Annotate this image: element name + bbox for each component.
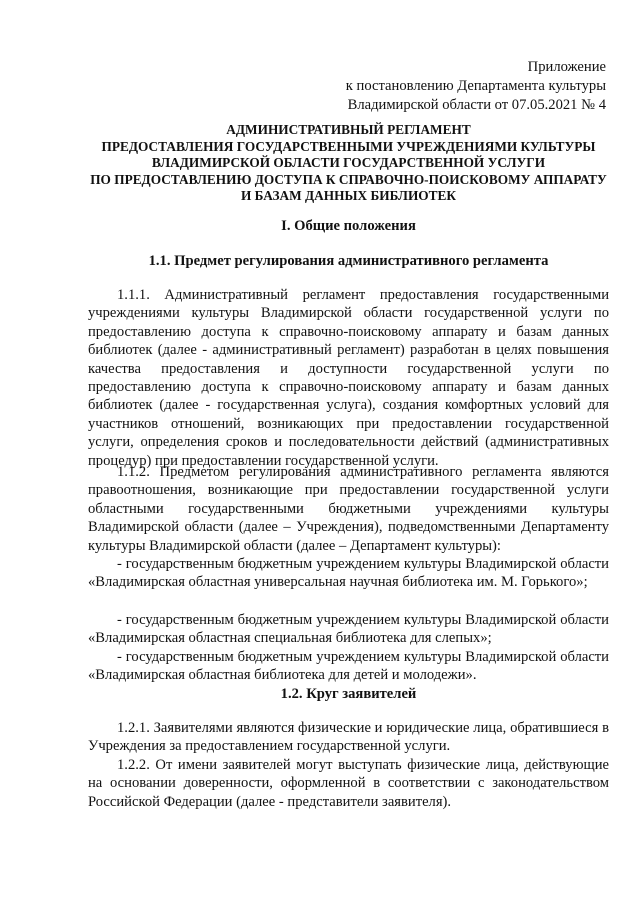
subsection-heading-subject: 1.1. Предмет регулирования административного регламента [148,253,549,269]
appendix-line: Владимирской области от 07.05.2021 № 4 [347,97,606,113]
list-item: - государственным бюджетным учреждением культуры Владимирской области «Владимирская областная специальная библиотека для слепых»; [88,612,609,647]
appendix-line: к постановлению Департамента культуры [345,78,606,94]
paragraph-1-2-1: 1.2.1. Заявителями являются физические и юридические лица, обратившиеся в Учреждения за предоставлением государственной услуги. [88,720,609,755]
paragraph-1-2-2: 1.2.2. От имени заявителей могут выступать физические лица, действующие на основании доверенности, оформленной в соответствии с законодательством Российской Федерации (далее - представители заявителя). [88,757,609,810]
title-line: ПРЕДОСТАВЛЕНИЯ ГОСУДАРСТВЕННЫМИ УЧРЕЖДЕНИЯМИ КУЛЬТУРЫ [101,138,596,154]
list-item: - государственным бюджетным учреждением культуры Владимирской области «Владимирская областная универсальная научная библиотека им. М. Горького»; [88,556,609,591]
title-line: И БАЗАМ ДАННЫХ БИБЛИОТЕК [240,188,457,203]
document-title [88,122,609,205]
subsection-heading-applicants: 1.2. Круг заявителей [280,686,417,702]
appendix-note [346,58,606,115]
section-heading-general: I. Общие положения [281,218,416,234]
title-line: АДМИНИСТРАТИВНЫЙ РЕГЛАМЕНТ [226,122,471,137]
paragraph-1-1-2: 1.1.2. Предметом регулирования административного регламента являются правоотношения, возникающие при предоставлении государственной услуги областными государственными бюджетными учреждениями культуры Владимирской области (далее – Учреждения), подведомственными Департаменту культуры Владимирской области (далее – Департамент культуры): [88,464,609,554]
title-line: ВЛАДИМИРСКОЙ ОБЛАСТИ ГОСУДАРСТВЕННОЙ УСЛУГИ [151,155,546,170]
list-item: - государственным бюджетным учреждением культуры Владимирской области «Владимирская областная библиотека для детей и молодежи». [88,649,609,684]
paragraph-1-1-1: 1.1.1. Административный регламент предоставления государственными учреждениями культуры Владимирской области государственной услуги по предоставлению доступа к справочно-поисковому аппарату и базам данных библиотек (далее - административный регламент) разработан в целях повышения качества предоставления и доступности государственной услуги по предоставлению доступа к справочно-поисковому аппарату и базам данных библиотек (далее - государственная услуга), создания комфортных условий для участников отношений, возникающих при предоставлении государственной услуги, определения сроков и последовательности действий (административных процедур) при предоставлении государственной услуги. [88,287,609,469]
appendix-line: Приложение [527,59,606,75]
title-line: ПО ПРЕДОСТАВЛЕНИЮ ДОСТУПА К СПРАВОЧНО-ПОИСКОВОМУ АППАРАТУ [90,171,607,187]
